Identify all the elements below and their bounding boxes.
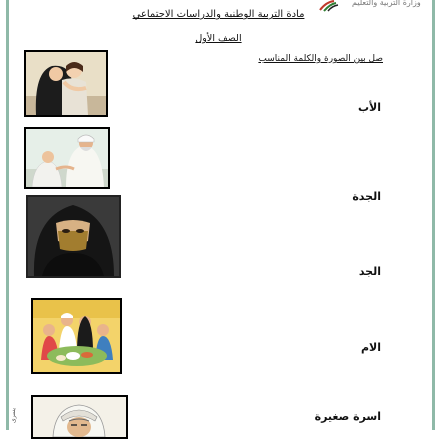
logo-text: وزارة التربية والتعليم: [352, 0, 421, 7]
page-border-left: [6, 0, 9, 430]
picture-2: [24, 127, 110, 189]
subject-title: مادة التربية الوطنية والدراسات الاجتماعي: [132, 9, 305, 20]
grandfather-with-child-icon: [26, 129, 108, 187]
page-border-right: [432, 0, 435, 430]
picture-3: [26, 195, 121, 278]
side-note: يسرى: [10, 408, 17, 424]
word-father: الأب: [357, 101, 381, 114]
picture-5: [31, 395, 128, 439]
old-man-icon: [33, 397, 126, 437]
picture-4: [31, 298, 122, 374]
word-grandfather: الجد: [358, 265, 381, 278]
instruction-text: صل بين الصورة والكلمة المناسب: [258, 54, 383, 64]
veiled-grandmother-icon: [28, 197, 119, 276]
word-grandmother: الجدة: [352, 190, 381, 203]
grade-title: الصف الأول: [195, 33, 242, 44]
mother-hugging-child-icon: [26, 52, 106, 115]
picture-1: [24, 50, 108, 117]
word-small-family: اسرة صغيرة: [314, 410, 381, 423]
word-mother: الام: [360, 341, 381, 354]
family-at-meal-icon: [33, 300, 120, 372]
